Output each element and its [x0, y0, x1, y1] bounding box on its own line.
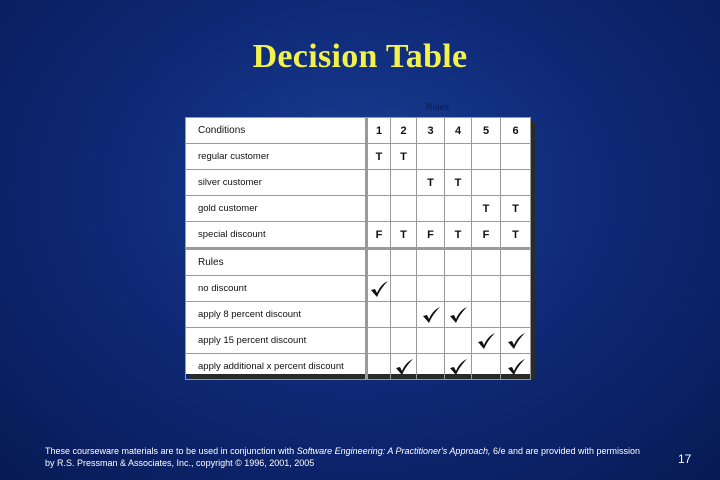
action-check-cell [445, 302, 472, 328]
footer-text-after: 6/e and are provided with permission by R.S. Pressman & Associates, Inc., copyright © 1996, 2001, 2005 [45, 446, 641, 468]
action-label: apply 8 percent discount [186, 302, 367, 328]
condition-value: T [367, 144, 391, 170]
checkmark-icon [506, 358, 526, 376]
condition-row [186, 196, 531, 222]
empty-cell [367, 249, 391, 276]
empty-cell [445, 249, 472, 276]
condition-value [445, 196, 472, 222]
empty-cell [445, 276, 472, 302]
rule-number-1: 1 [367, 118, 391, 144]
empty-cell [417, 328, 445, 354]
condition-value: T [472, 196, 501, 222]
condition-row [186, 222, 531, 249]
condition-value: T [501, 196, 531, 222]
condition-value [391, 196, 417, 222]
checkmark-icon [476, 332, 496, 350]
checkmark-icon [421, 306, 441, 324]
empty-cell [501, 276, 531, 302]
empty-cell [417, 276, 445, 302]
empty-cell [417, 249, 445, 276]
action-check-cell [501, 328, 531, 354]
empty-cell [472, 249, 501, 276]
empty-cell [472, 302, 501, 328]
condition-value [445, 144, 472, 170]
condition-row [186, 144, 531, 170]
action-label: apply 15 percent discount [186, 328, 367, 354]
empty-cell [501, 302, 531, 328]
condition-label: special discount [186, 222, 367, 249]
checkmark-icon [506, 332, 526, 350]
rules-caption: Rules [426, 102, 450, 112]
condition-value [501, 144, 531, 170]
condition-value: T [501, 222, 531, 249]
action-check-cell [472, 328, 501, 354]
empty-cell [445, 328, 472, 354]
action-check-cell [501, 354, 531, 380]
rules-header: Rules [186, 249, 367, 276]
empty-cell [391, 249, 417, 276]
empty-cell [391, 302, 417, 328]
condition-value: T [391, 144, 417, 170]
condition-value [472, 144, 501, 170]
action-check-cell [391, 354, 417, 380]
decision-table-grid [185, 117, 531, 380]
condition-label: regular customer [186, 144, 367, 170]
action-row [186, 276, 531, 302]
condition-row [186, 170, 531, 196]
condition-value: F [417, 222, 445, 249]
copyright-footer [45, 445, 645, 469]
rule-number-6: 6 [501, 118, 531, 144]
slide-title: Decision Table [252, 38, 468, 75]
empty-cell [391, 328, 417, 354]
action-row [186, 354, 531, 380]
empty-cell [472, 276, 501, 302]
empty-cell [472, 354, 501, 380]
condition-value: T [417, 170, 445, 196]
condition-value [417, 196, 445, 222]
page-number: 17 [678, 452, 692, 466]
condition-value: T [391, 222, 417, 249]
condition-value: F [367, 222, 391, 249]
empty-cell [367, 328, 391, 354]
conditions-header: Conditions [186, 118, 367, 144]
rule-number-2: 2 [391, 118, 417, 144]
rule-number-3: 3 [417, 118, 445, 144]
empty-cell [391, 276, 417, 302]
action-check-cell [367, 276, 391, 302]
condition-value [391, 170, 417, 196]
condition-value [367, 196, 391, 222]
checkmark-icon [448, 358, 468, 376]
condition-value: T [445, 170, 472, 196]
footer-book-title: Software Engineering: A Practitioner's Approach, [296, 446, 491, 456]
condition-value: F [472, 222, 501, 249]
action-label: apply additional x percent discount [186, 354, 367, 380]
condition-value: T [445, 222, 472, 249]
empty-cell [367, 354, 391, 380]
condition-value [367, 170, 391, 196]
rules-header-row [186, 249, 531, 276]
checkmark-icon [369, 280, 389, 298]
action-row [186, 302, 531, 328]
footer-text-before: These courseware materials are to be used in conjunction with [45, 446, 297, 456]
rule-number-5: 5 [472, 118, 501, 144]
action-row [186, 328, 531, 354]
empty-cell [501, 249, 531, 276]
condition-label: silver customer [186, 170, 367, 196]
empty-cell [367, 302, 391, 328]
condition-value [472, 170, 501, 196]
condition-value [417, 144, 445, 170]
condition-value [501, 170, 531, 196]
conditions-header-row [186, 118, 531, 144]
action-check-cell [417, 302, 445, 328]
empty-cell [417, 354, 445, 380]
decision-table [185, 117, 530, 374]
rule-number-4: 4 [445, 118, 472, 144]
action-label: no discount [186, 276, 367, 302]
checkmark-icon [448, 306, 468, 324]
condition-label: gold customer [186, 196, 367, 222]
checkmark-icon [394, 358, 414, 376]
action-check-cell [445, 354, 472, 380]
